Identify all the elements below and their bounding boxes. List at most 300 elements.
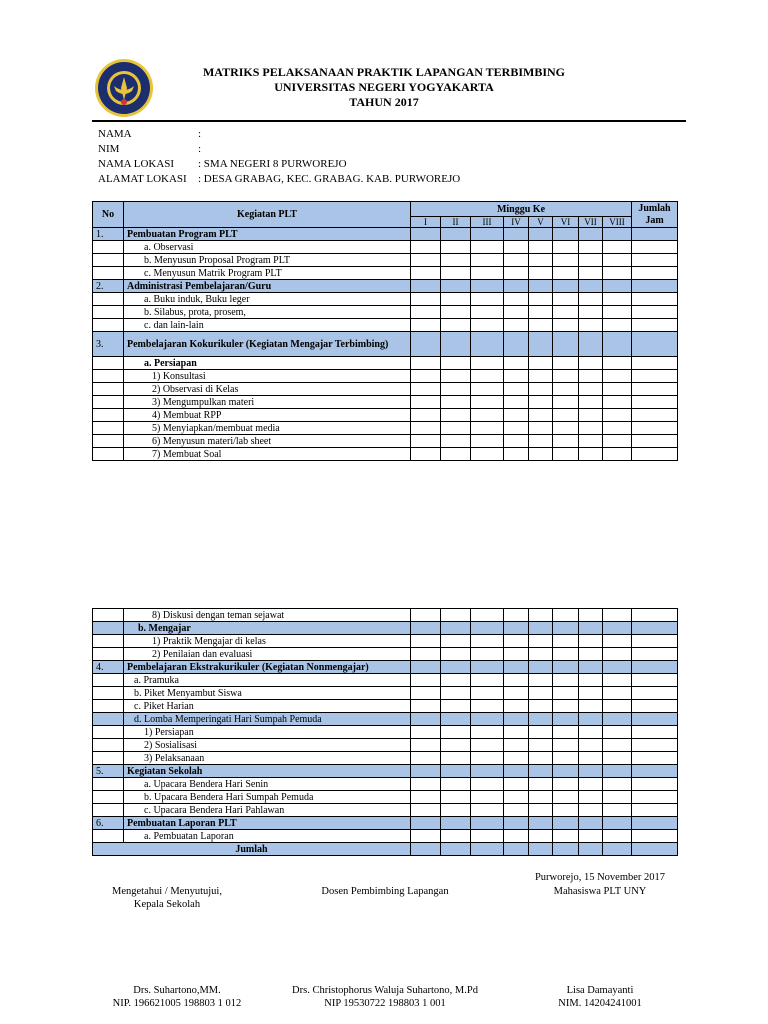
week-cell bbox=[579, 435, 603, 448]
activity-row bbox=[93, 357, 678, 370]
activity-label: Administrasi Pembelajaran/Guru bbox=[124, 280, 411, 293]
activity-label: b. Piket Menyambut Siswa bbox=[124, 687, 411, 700]
week-cell bbox=[553, 674, 579, 687]
activity-label: a. Persiapan bbox=[124, 357, 411, 370]
week-cell bbox=[579, 778, 603, 791]
student-signature bbox=[520, 984, 680, 1010]
total-row bbox=[93, 843, 678, 856]
week-cell bbox=[603, 306, 632, 319]
row-number: 6. bbox=[93, 817, 124, 830]
week-cell bbox=[579, 241, 603, 254]
activity-row bbox=[93, 332, 678, 357]
week-cell bbox=[441, 635, 471, 648]
row-number bbox=[93, 791, 124, 804]
hours-cell bbox=[632, 383, 678, 396]
week-cell bbox=[471, 435, 504, 448]
hours-cell bbox=[632, 752, 678, 765]
week-cell bbox=[471, 332, 504, 357]
week-cell bbox=[553, 765, 579, 778]
week-cell bbox=[441, 280, 471, 293]
week-cell bbox=[529, 726, 553, 739]
week-cell bbox=[441, 778, 471, 791]
activity-label: Kegiatan Sekolah bbox=[124, 765, 411, 778]
info-value: : DESA GRABAG, KEC. GRABAG. KAB. PURWOREJO bbox=[198, 173, 461, 185]
week-cell bbox=[579, 280, 603, 293]
week-cell bbox=[579, 609, 603, 622]
week-cell bbox=[504, 306, 529, 319]
week-cell bbox=[411, 254, 441, 267]
week-cell bbox=[441, 648, 471, 661]
week-cell bbox=[441, 765, 471, 778]
week-cell bbox=[471, 409, 504, 422]
week-cell bbox=[603, 622, 632, 635]
activity-row bbox=[93, 319, 678, 332]
activity-row bbox=[93, 280, 678, 293]
activity-label: 6) Menyusun materi/lab sheet bbox=[124, 435, 411, 448]
col-minggu-header: Minggu Ke bbox=[411, 202, 632, 217]
week-cell bbox=[579, 332, 603, 357]
week-cell bbox=[441, 713, 471, 726]
hours-cell bbox=[632, 713, 678, 726]
week-cell bbox=[441, 700, 471, 713]
week-cell bbox=[579, 791, 603, 804]
row-number bbox=[93, 396, 124, 409]
week-cell bbox=[553, 648, 579, 661]
week-cell bbox=[529, 435, 553, 448]
week-cell bbox=[603, 726, 632, 739]
week-cell bbox=[441, 609, 471, 622]
week-cell bbox=[441, 804, 471, 817]
week-cell bbox=[579, 409, 603, 422]
week-cell bbox=[411, 674, 441, 687]
week-cell bbox=[529, 713, 553, 726]
week-cell bbox=[441, 435, 471, 448]
activity-row bbox=[93, 700, 678, 713]
week-cell bbox=[504, 370, 529, 383]
col-no-header: No bbox=[93, 202, 124, 228]
week-cell bbox=[529, 396, 553, 409]
week-cell bbox=[603, 713, 632, 726]
week-cell bbox=[529, 383, 553, 396]
week-cell bbox=[553, 791, 579, 804]
hours-cell bbox=[632, 830, 678, 843]
supervisor-nip: NIP 19530722 198803 1 001 bbox=[324, 998, 446, 1009]
week-cell bbox=[471, 830, 504, 843]
week-cell bbox=[579, 635, 603, 648]
activity-label: c. dan lain-lain bbox=[124, 319, 411, 332]
week-cell bbox=[441, 422, 471, 435]
row-number bbox=[93, 306, 124, 319]
week-cell bbox=[504, 448, 529, 461]
activity-row bbox=[93, 778, 678, 791]
activity-row bbox=[93, 687, 678, 700]
activity-label: 1) Praktik Mengajar di kelas bbox=[124, 635, 411, 648]
week-cell bbox=[411, 228, 441, 241]
week-cell bbox=[441, 752, 471, 765]
week-cell bbox=[504, 648, 529, 661]
week-cell bbox=[579, 228, 603, 241]
week-cell bbox=[529, 422, 553, 435]
row-number bbox=[93, 713, 124, 726]
row-number bbox=[93, 609, 124, 622]
activity-label: a. Observasi bbox=[124, 241, 411, 254]
activity-label: b. Menyusun Proposal Program PLT bbox=[124, 254, 411, 267]
week-cell bbox=[504, 830, 529, 843]
week-cell bbox=[411, 817, 441, 830]
week-cell bbox=[471, 306, 504, 319]
week-cell bbox=[553, 254, 579, 267]
info-row bbox=[98, 172, 460, 187]
week-cell bbox=[441, 830, 471, 843]
activity-row bbox=[93, 383, 678, 396]
week-cell bbox=[553, 306, 579, 319]
activity-label: 4) Membuat RPP bbox=[124, 409, 411, 422]
week-cell bbox=[411, 409, 441, 422]
week-cell bbox=[579, 383, 603, 396]
row-number bbox=[93, 409, 124, 422]
week-cell bbox=[553, 409, 579, 422]
week-cell bbox=[553, 280, 579, 293]
activity-label: b. Mengajar bbox=[124, 622, 411, 635]
week-cell bbox=[529, 370, 553, 383]
hours-cell bbox=[632, 319, 678, 332]
week-cell bbox=[411, 280, 441, 293]
week-cell bbox=[529, 700, 553, 713]
week-cell bbox=[579, 830, 603, 843]
activity-row bbox=[93, 817, 678, 830]
week-cell bbox=[411, 435, 441, 448]
hours-cell bbox=[632, 804, 678, 817]
week-cell bbox=[553, 383, 579, 396]
row-number bbox=[93, 700, 124, 713]
week-cell bbox=[553, 267, 579, 280]
activity-label: a. Pembuatan Laporan bbox=[124, 830, 411, 843]
week-cell bbox=[411, 752, 441, 765]
activity-label: 7) Membuat Soal bbox=[124, 448, 411, 461]
activity-row bbox=[93, 435, 678, 448]
activity-row bbox=[93, 765, 678, 778]
hours-cell bbox=[632, 674, 678, 687]
week-cell bbox=[553, 422, 579, 435]
week-cell bbox=[553, 661, 579, 674]
week-cell bbox=[553, 752, 579, 765]
week-cell bbox=[579, 370, 603, 383]
week-cell bbox=[411, 422, 441, 435]
week-cell bbox=[553, 332, 579, 357]
week-cell bbox=[529, 267, 553, 280]
hours-cell bbox=[632, 726, 678, 739]
row-number bbox=[93, 448, 124, 461]
week-cell bbox=[603, 661, 632, 674]
supervisor-signature bbox=[280, 984, 490, 1010]
hours-cell bbox=[632, 409, 678, 422]
row-number bbox=[93, 293, 124, 306]
week-cell bbox=[603, 700, 632, 713]
activity-matrix-table-part1 bbox=[92, 201, 678, 461]
info-row bbox=[98, 142, 460, 157]
activity-row bbox=[93, 254, 678, 267]
week-cell bbox=[603, 635, 632, 648]
week-cell bbox=[411, 241, 441, 254]
week-cell bbox=[471, 293, 504, 306]
week-cell bbox=[504, 687, 529, 700]
week-cell bbox=[603, 357, 632, 370]
week-cell bbox=[553, 448, 579, 461]
week-cell bbox=[441, 254, 471, 267]
week-cell bbox=[411, 396, 441, 409]
activity-label: 5) Menyiapkan/membuat media bbox=[124, 422, 411, 435]
week-cell bbox=[471, 765, 504, 778]
week-cell bbox=[471, 778, 504, 791]
activity-row bbox=[93, 228, 678, 241]
week-cell bbox=[504, 726, 529, 739]
week-cell bbox=[411, 739, 441, 752]
info-value: : SMA NEGERI 8 PURWOREJO bbox=[198, 158, 347, 170]
headmaster-name: Drs. Suhartono,MM. bbox=[133, 985, 221, 996]
week-cell bbox=[553, 687, 579, 700]
week-cell bbox=[441, 267, 471, 280]
week-cell bbox=[411, 267, 441, 280]
week-cell bbox=[579, 674, 603, 687]
week-cell bbox=[529, 241, 553, 254]
activity-row bbox=[93, 791, 678, 804]
week-cell bbox=[504, 254, 529, 267]
week-cell bbox=[553, 396, 579, 409]
week-cell bbox=[603, 319, 632, 332]
hours-cell bbox=[632, 435, 678, 448]
week-cell bbox=[411, 609, 441, 622]
week-cell bbox=[471, 267, 504, 280]
hours-cell bbox=[632, 396, 678, 409]
week-cell bbox=[603, 817, 632, 830]
week-cell bbox=[441, 319, 471, 332]
week-cell bbox=[411, 448, 441, 461]
week-header-cell: III bbox=[471, 217, 504, 228]
week-cell bbox=[529, 661, 553, 674]
activity-label: c. Piket Harian bbox=[124, 700, 411, 713]
row-number bbox=[93, 830, 124, 843]
activity-row bbox=[93, 370, 678, 383]
hours-cell bbox=[632, 791, 678, 804]
week-cell bbox=[411, 332, 441, 357]
week-header-cell: VI bbox=[553, 217, 579, 228]
week-cell bbox=[553, 739, 579, 752]
row-number bbox=[93, 370, 124, 383]
activity-row bbox=[93, 306, 678, 319]
week-cell bbox=[579, 817, 603, 830]
activity-label: a. Pramuka bbox=[124, 674, 411, 687]
week-cell bbox=[411, 357, 441, 370]
week-cell bbox=[553, 778, 579, 791]
week-cell bbox=[603, 254, 632, 267]
activity-label: 8) Diskusi dengan teman sejawat bbox=[124, 609, 411, 622]
week-cell bbox=[504, 765, 529, 778]
week-cell bbox=[504, 791, 529, 804]
week-cell bbox=[441, 357, 471, 370]
week-cell bbox=[579, 804, 603, 817]
week-cell bbox=[504, 752, 529, 765]
row-number bbox=[93, 241, 124, 254]
week-cell bbox=[504, 739, 529, 752]
week-cell bbox=[504, 241, 529, 254]
week-cell bbox=[411, 726, 441, 739]
week-cell bbox=[504, 674, 529, 687]
week-cell bbox=[603, 674, 632, 687]
row-number bbox=[93, 254, 124, 267]
week-cell bbox=[411, 765, 441, 778]
week-cell bbox=[579, 448, 603, 461]
activity-row bbox=[93, 635, 678, 648]
info-value: : bbox=[198, 128, 202, 140]
week-cell bbox=[411, 622, 441, 635]
headmaster-title bbox=[92, 885, 242, 911]
week-cell bbox=[603, 752, 632, 765]
week-cell bbox=[579, 319, 603, 332]
week-header-cell: V bbox=[529, 217, 553, 228]
week-cell bbox=[504, 435, 529, 448]
week-cell bbox=[471, 396, 504, 409]
week-cell bbox=[529, 739, 553, 752]
hours-cell bbox=[632, 370, 678, 383]
week-cell bbox=[603, 383, 632, 396]
supervisor-title: Dosen Pembimbing Lapangan bbox=[321, 886, 449, 897]
week-cell bbox=[603, 396, 632, 409]
row-number: 1. bbox=[93, 228, 124, 241]
week-cell bbox=[504, 332, 529, 357]
week-cell bbox=[553, 817, 579, 830]
hours-cell bbox=[632, 635, 678, 648]
activity-row bbox=[93, 396, 678, 409]
week-cell bbox=[579, 648, 603, 661]
headmaster-title-line1: Mengetahui / Menyutujui, bbox=[112, 886, 222, 897]
week-cell bbox=[411, 700, 441, 713]
title-line-2: UNIVERSITAS NEGERI YOGYAKARTA bbox=[274, 80, 494, 94]
hours-cell bbox=[632, 622, 678, 635]
week-cell bbox=[504, 622, 529, 635]
row-number bbox=[93, 357, 124, 370]
row-number: 5. bbox=[93, 765, 124, 778]
week-cell bbox=[553, 830, 579, 843]
week-cell bbox=[579, 422, 603, 435]
week-cell bbox=[553, 804, 579, 817]
title-line-1: MATRIKS PELAKSANAAN PRAKTIK LAPANGAN TERBIMBING bbox=[202, 65, 566, 79]
week-cell bbox=[529, 765, 553, 778]
headmaster-nip: NIP. 196621005 198803 1 012 bbox=[112, 998, 242, 1009]
week-cell bbox=[471, 370, 504, 383]
week-header-cell: VIII bbox=[603, 217, 632, 228]
week-cell bbox=[471, 448, 504, 461]
week-cell bbox=[441, 241, 471, 254]
hours-cell bbox=[632, 739, 678, 752]
week-cell bbox=[504, 280, 529, 293]
hours-cell bbox=[632, 765, 678, 778]
week-cell bbox=[441, 791, 471, 804]
week-cell bbox=[553, 293, 579, 306]
week-cell bbox=[471, 804, 504, 817]
week-cell bbox=[471, 791, 504, 804]
week-cell bbox=[529, 752, 553, 765]
hours-cell bbox=[632, 267, 678, 280]
row-number bbox=[93, 422, 124, 435]
week-cell bbox=[529, 332, 553, 357]
hours-cell bbox=[632, 306, 678, 319]
week-cell bbox=[553, 726, 579, 739]
activity-row bbox=[93, 674, 678, 687]
col-jumlah-header: Jumlah Jam bbox=[632, 202, 678, 228]
activity-row bbox=[93, 448, 678, 461]
activity-row bbox=[93, 267, 678, 280]
row-number bbox=[93, 674, 124, 687]
student-nim: NIM. 14204241001 bbox=[558, 998, 642, 1009]
week-cell bbox=[529, 319, 553, 332]
activity-row bbox=[93, 241, 678, 254]
week-cell bbox=[529, 804, 553, 817]
hours-cell bbox=[632, 817, 678, 830]
week-cell bbox=[504, 804, 529, 817]
week-cell bbox=[411, 635, 441, 648]
week-cell bbox=[471, 648, 504, 661]
week-cell bbox=[553, 357, 579, 370]
week-cell bbox=[471, 254, 504, 267]
activity-label: c. Upacara Bendera Hari Pahlawan bbox=[124, 804, 411, 817]
activity-row bbox=[93, 739, 678, 752]
title-line-3: TAHUN 2017 bbox=[349, 95, 419, 109]
table-header-row bbox=[93, 202, 678, 217]
student-name: Lisa Damayanti bbox=[566, 985, 634, 996]
info-key: NAMA LOKASI bbox=[98, 158, 175, 170]
week-cell bbox=[579, 622, 603, 635]
hours-cell bbox=[632, 241, 678, 254]
week-cell bbox=[529, 609, 553, 622]
week-cell bbox=[441, 306, 471, 319]
week-cell bbox=[529, 357, 553, 370]
week-cell bbox=[529, 448, 553, 461]
row-number bbox=[93, 726, 124, 739]
row-number bbox=[93, 687, 124, 700]
week-cell bbox=[553, 635, 579, 648]
week-cell bbox=[504, 700, 529, 713]
week-cell bbox=[471, 383, 504, 396]
week-cell bbox=[579, 726, 603, 739]
week-cell bbox=[603, 370, 632, 383]
week-cell bbox=[579, 306, 603, 319]
week-cell bbox=[411, 293, 441, 306]
week-cell bbox=[441, 370, 471, 383]
activity-row bbox=[93, 648, 678, 661]
week-cell bbox=[603, 804, 632, 817]
week-cell bbox=[504, 319, 529, 332]
week-cell bbox=[411, 661, 441, 674]
row-number bbox=[93, 267, 124, 280]
week-cell bbox=[579, 700, 603, 713]
week-cell bbox=[579, 765, 603, 778]
week-cell bbox=[504, 609, 529, 622]
week-cell bbox=[411, 306, 441, 319]
hours-cell bbox=[632, 332, 678, 357]
week-cell bbox=[441, 293, 471, 306]
week-cell bbox=[529, 306, 553, 319]
week-cell bbox=[603, 409, 632, 422]
activity-label: 2) Penilaian dan evaluasi bbox=[124, 648, 411, 661]
week-cell bbox=[529, 687, 553, 700]
week-cell bbox=[529, 791, 553, 804]
activity-label: a. Upacara Bendera Hari Senin bbox=[124, 778, 411, 791]
week-cell bbox=[504, 778, 529, 791]
week-cell bbox=[553, 700, 579, 713]
hours-cell bbox=[632, 648, 678, 661]
row-number bbox=[93, 319, 124, 332]
hours-cell bbox=[632, 228, 678, 241]
